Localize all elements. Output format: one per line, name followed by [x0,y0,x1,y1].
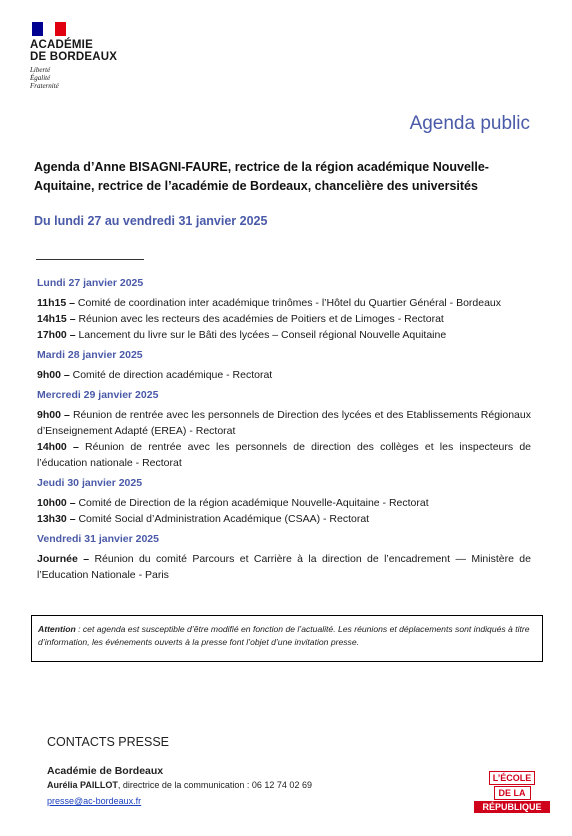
event-time: 17h00 [37,329,67,341]
event-text: Réunion avec les recteurs des académies de Poitiers et de Limoges - Rectorat [78,313,444,325]
day-heading: Vendredi 31 janvier 2025 [37,533,159,545]
notice-label: Attention [38,624,76,634]
agenda-event [37,295,531,311]
contact-person-role: , directrice de la communication : 06 12 74 02 69 [117,780,312,790]
ecole-logo-line3: RÉPUBLIQUE [474,801,550,813]
agenda-day [37,348,531,383]
motto-liberte: Liberté [30,66,51,74]
contacts-heading: CONTACTS PRESSE [47,735,170,749]
notice-text: : cet agenda est susceptible d’être modifié en fonction de l’actualité. Les réunions et déplacements sont indiqués à titre d’information, les événements ouverts à la presse font l’objet d’une invitation presse. [38,624,530,647]
agenda-event [37,439,531,471]
event-time: 10h00 [37,497,67,509]
agenda-event [37,327,531,343]
event-text: Lancement du livre sur le Bâti des lycées – Conseil régional Nouvelle Aquitaine [78,329,447,341]
french-flag-icon [32,22,66,36]
event-text: Comité de direction académique - Rectorat [72,369,273,381]
event-separator: – [60,409,73,421]
event-separator: – [66,297,78,309]
agenda-title: Agenda public [409,113,530,134]
contact-person-name: Aurélia PAILLOT [47,780,118,790]
ecole-republique-logo [474,771,550,813]
day-heading: Lundi 27 janvier 2025 [37,277,144,289]
divider [36,259,144,260]
contact-org: Académie de Bordeaux [47,765,164,777]
republic-motto [30,66,140,90]
event-time: 9h00 [37,409,61,421]
event-time: 14h15 [37,313,67,325]
event-time: 14h00 [37,441,67,453]
event-text: Comité de coordination inter académique trinômes - l’Hôtel du Quartier Général - Bordeaux [77,297,502,309]
event-text: Réunion de rentrée avec les personnels de direction des collèges et les inspecteurs de l’éducation nationale - Rectorat [37,441,532,469]
event-time: 13h30 [37,513,67,525]
academie-name [30,39,140,63]
event-text: Réunion du comité Parcours et Carrière à la direction de l’encadrement — Ministère de l’Education Nationale - Paris [37,553,531,581]
event-separator: – [66,441,86,453]
day-heading: Mercredi 29 janvier 2025 [37,389,159,401]
event-separator: – [66,329,79,341]
agenda-day [37,532,531,583]
contact-person [47,780,312,790]
ecole-logo-line1: L’ÉCOLE [489,771,536,785]
agenda-days [37,276,531,588]
event-separator: – [66,313,79,325]
agenda-day [37,276,531,343]
day-heading: Mardi 28 janvier 2025 [37,349,143,361]
agenda-event [37,551,531,583]
day-heading: Jeudi 30 janvier 2025 [37,477,143,489]
event-time: Journée [37,553,78,565]
agenda-event [37,407,531,439]
academie-name-line2: DE BORDEAUX [30,51,118,63]
agenda-event [37,495,531,511]
event-separator: – [60,369,73,381]
academie-name-line1: ACADÉMIE [30,39,93,51]
event-separator: – [77,553,95,565]
agenda-event [37,367,531,383]
document-title: Agenda d’Anne BISAGNI-FAURE, rectrice de la région académique Nouvelle-Aquitaine, rectrice de l’académie de Bordeaux, chancelière des universités [34,160,489,193]
motto-egalite: Égalité [30,74,51,82]
agenda-day [37,476,531,527]
agenda-event [37,511,531,527]
academie-logo [30,22,140,90]
agenda-day [37,388,531,471]
event-text: Réunion de rentrée avec les personnels de Direction des lycées et des Etablissements Régionaux d’Enseignement Adapté (EREA) - Rectorat [37,409,531,437]
contact-email-link[interactable]: presse@ac-bordeaux.fr [47,796,142,806]
motto-fraternite: Fraternité [30,82,59,90]
event-time: 9h00 [37,369,61,381]
ecole-logo-line2: DE LA [494,786,531,800]
event-text: Comité Social d’Administration Académique (CSAA) - Rectorat [78,513,370,525]
event-text: Comité de Direction de la région académique Nouvelle-Aquitaine - Rectorat [78,497,429,509]
agenda-period: Du lundi 27 au vendredi 31 janvier 2025 [34,214,268,228]
event-separator: – [66,497,79,509]
event-separator: – [66,513,79,525]
notice-box [31,615,543,662]
event-time: 11h15 [37,297,67,309]
agenda-event [37,311,531,327]
